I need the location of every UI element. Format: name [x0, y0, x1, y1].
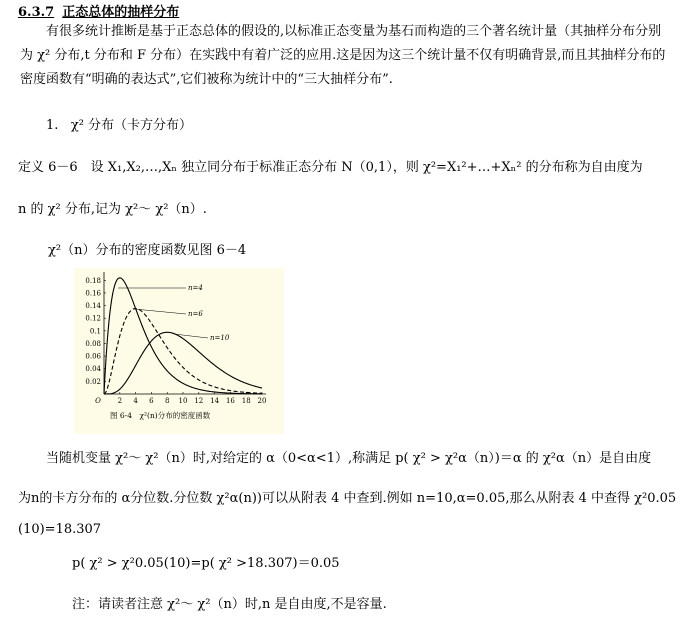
- subsection-index: 1.: [46, 118, 59, 133]
- x-tick-label: 12: [194, 397, 204, 405]
- x-tick-label: 4: [133, 397, 138, 405]
- series-label: n=6: [188, 310, 203, 318]
- definition-line-1: 定义 6－6 设 X₁,X₂,…,Xₙ 独立同分布于标准正态分布 N（0,1），则 χ²=X₁²+…+Xₙ² 的分布称为自由度为: [18, 160, 643, 175]
- series-line-n=6: [104, 309, 262, 394]
- y-tick-label: 0.16: [85, 289, 101, 298]
- section-heading: [18, 1, 179, 20]
- subsection-title: [46, 118, 192, 134]
- alpha-definition-line-3: (10)=18.307: [18, 522, 102, 537]
- x-tick-label: 14: [210, 397, 220, 405]
- x-tick-label: 18: [241, 397, 251, 405]
- x-tick-label: 8: [164, 397, 170, 405]
- figure-caption: 图 6-4 χ²(n)分布的密度函数: [110, 411, 211, 420]
- alpha-definition-line-2: 为n的卡方分布的 α分位数.分位数 χ²α(n))可以从附表 4 中查到.例如 n=10,α=0.05,那么从附表 4 中查得 χ²0.05: [18, 491, 677, 506]
- x-tick-label: 6: [149, 397, 154, 405]
- alpha-definition-line-1: 当随机变量 χ²～ χ²（n）时,对给定的 α（0<α<1）,称满足 p( χ² > χ²α（n）)＝α 的 χ²α（n）是自由度: [46, 451, 652, 466]
- y-tick-label: 0.08: [85, 339, 101, 348]
- series-line-n=10: [104, 332, 262, 394]
- note: 注：请读者注意 χ²～ χ²（n）时,n 是自由度,不是容量.: [72, 597, 387, 612]
- series-label: n=10: [210, 334, 230, 342]
- example-equation: p( χ² > χ²0.05(10)=p( χ² >18.307)＝0.05: [72, 556, 340, 571]
- y-tick-label: 0.02: [85, 377, 101, 386]
- series-line-n=4: [104, 278, 262, 394]
- y-tick-label: 0.04: [85, 365, 101, 374]
- series-label: n=4: [188, 284, 203, 292]
- x-tick-label: 20: [257, 397, 267, 405]
- heading-title: 正态总体的抽样分布: [62, 5, 180, 20]
- x-tick-label: 16: [225, 397, 235, 405]
- x-tick-label: 10: [178, 397, 188, 405]
- chi-square-density-chart: [74, 268, 284, 434]
- subsection-text: χ² 分布（卡方分布）: [70, 118, 193, 133]
- y-tick-label: 0.14: [85, 302, 101, 311]
- heading-number: 6.3.7: [18, 5, 55, 20]
- y-tick-label: 0.18: [85, 276, 101, 285]
- y-tick-label: 0.1: [89, 327, 101, 336]
- intro-paragraph: 有很多统计推断是基于正态总体的假设的,以标准正态变量为基石而构造的三个著名统计量（其抽样分布分别为 χ² 分布,t 分布和 F 分布）在实践中有着广泛的应用.这是因为这三个统计量不仅有明确背景,而且其抽样分布的密度函数有“明确的表达式”,它们被称为统计中的“三大抽样分布”.: [20, 24, 666, 87]
- definition-line-2: n 的 χ² 分布,记为 χ²～ χ²（n）.: [18, 202, 207, 217]
- figure-intro: χ²（n）分布的密度函数见图 6－4: [48, 243, 247, 258]
- x-tick-label: 2: [117, 397, 123, 405]
- x-tick-label: O: [95, 397, 101, 405]
- y-tick-label: 0.06: [85, 352, 101, 361]
- chi-square-density-figure: [74, 268, 284, 434]
- y-tick-label: 0.12: [85, 314, 101, 323]
